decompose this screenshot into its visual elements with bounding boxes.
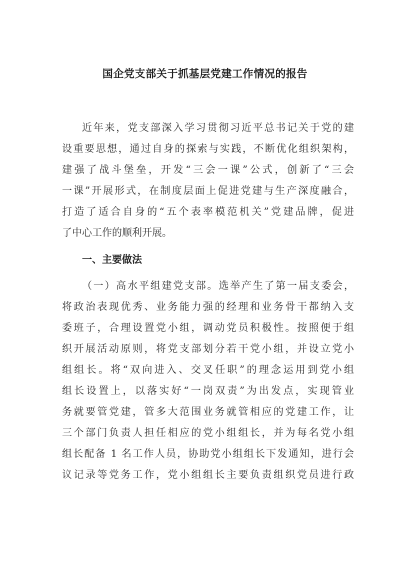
body-line: 三个部门负责人担任相应的党小组组长，并为每名党小组 xyxy=(62,428,354,439)
intro-line: 了中心工作的顺利开展。 xyxy=(62,228,172,239)
document-title: 国企党支部关于抓基层党建工作情况的报告 xyxy=(102,68,308,80)
intro-line: 一课”开展形式，在制度层面上促进党建与生产深度融合， xyxy=(62,186,354,197)
body-line: 组长配备 1 名工作人员，协助党小组组长下发通知，进行会 xyxy=(62,449,354,460)
body-line: （一）高水平组建党支部。选举产生了第一届支委会， xyxy=(82,281,354,292)
intro-line: 打造了适合自身的“五个表率模范机关”党建品牌，促进 xyxy=(62,207,354,218)
intro-line: 近年来，党支部深入学习贯彻习近平总书记关于党的建 xyxy=(82,123,354,134)
section-heading: 一、主要做法 xyxy=(82,255,142,266)
body-line: 务就要管党建，管多大范围业务就管相应的党建工作，让 xyxy=(62,407,354,418)
body-line: 委班子，合理设置党小组，调动党员积极性。按照便于组 xyxy=(62,323,354,334)
body-line: 组组长。将“双向进入、交叉任职”的理念运用到党小组 xyxy=(62,365,354,376)
body-line: 将政治表现优秀、业务能力强的经理和业务骨干都纳入支 xyxy=(62,302,354,313)
intro-paragraph xyxy=(62,118,354,244)
body-line: 织开展活动原则，将党支部划分若干党小组，并设立党小 xyxy=(62,344,354,355)
intro-line: 建强了战斗堡垒，开发“三会一课”公式，创新了“三会 xyxy=(62,165,354,176)
body-line: 组长设置上，以落实好“一岗双责”为出发点，实现管业 xyxy=(62,386,354,397)
body-line: 议记录等党务工作，党小组组长主要负责组织党员进行政 xyxy=(62,470,354,481)
intro-line: 设重要思想，通过自身的探索与实践，不断优化组织架构， xyxy=(62,144,354,155)
body-paragraph xyxy=(62,276,354,486)
